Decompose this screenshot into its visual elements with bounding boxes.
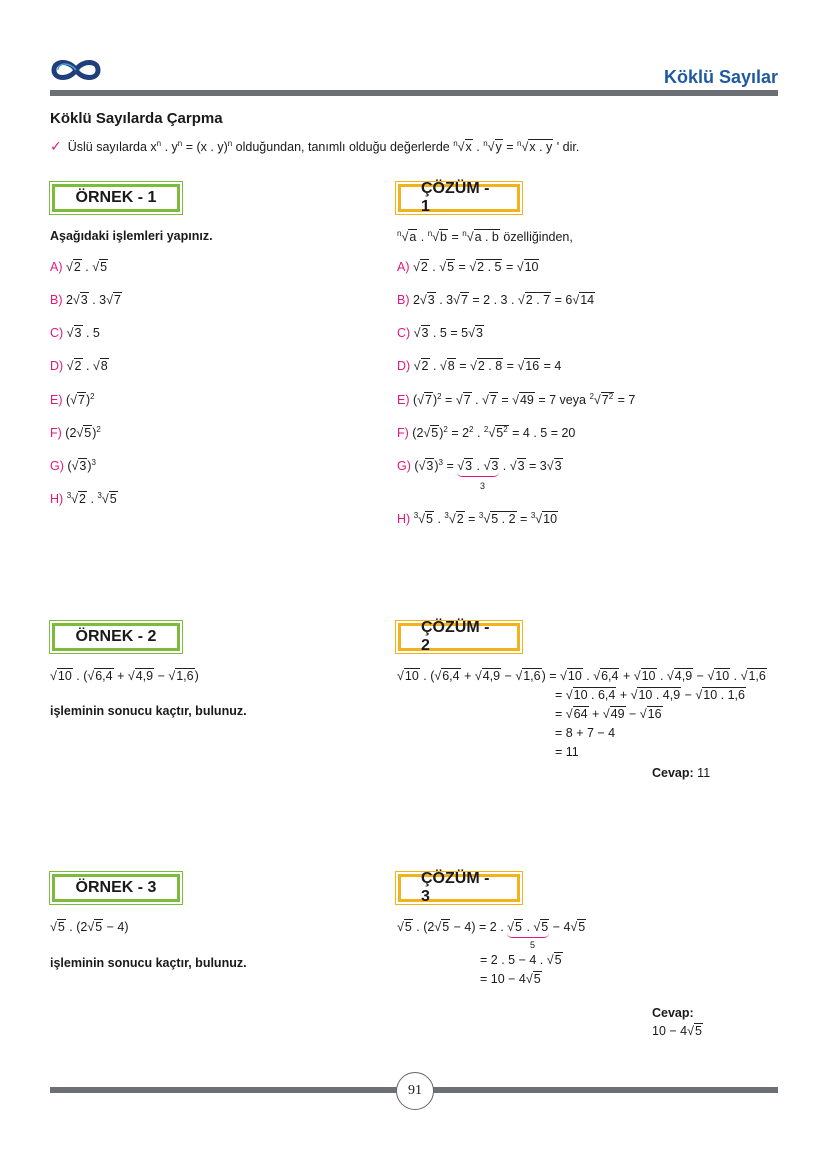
example-3-question: işleminin sonucu kaçtır, bulunuz. xyxy=(50,956,247,970)
example-3-expression: √5 . (2√5 − 4) xyxy=(50,920,129,934)
example-3-box: ÖRNEK - 3 xyxy=(52,874,180,902)
example-1-item-b: B) 2√3 . 3√7 xyxy=(50,293,121,307)
solution-2-step-3: = √64 + √49 − √16 xyxy=(555,707,662,721)
example-1-question: Aşağıdaki işlemleri yapınız. xyxy=(50,229,213,243)
section-title: Köklü Sayılarda Çarpma xyxy=(50,110,223,127)
solution-1-box: ÇÖZÜM - 1 xyxy=(398,184,520,212)
infinity-logo-icon xyxy=(50,56,102,84)
solution-3-answer-value: 10 − 4√5 xyxy=(652,1024,702,1038)
solution-1-item-g-brace-value: 3 xyxy=(480,481,486,491)
page-number: 91 xyxy=(396,1072,434,1110)
solution-1-item-e: E) $(√7)^2 = √7$ . √7 = √49 = 7 veya $^2√7^2 = 7$ xyxy=(397,392,636,408)
solution-1-item-b: B) 2√3 . 3√7 = 2 . 3 . √2 . 7 = 6√14 xyxy=(397,293,595,307)
example-1-item-f: F) $(2√5)^2$ xyxy=(50,425,101,441)
solution-1-item-f: F) $(2√5)^2 = 2^2$ . $^2√5^2 = 4$ . 5 = 20 xyxy=(397,425,576,441)
example-1-item-e: E) $(√7)^2$ xyxy=(50,392,95,408)
solution-1-item-d: D) √2 . √8 = √2 . 8 = √16 = 4 xyxy=(397,359,562,373)
example-1-item-h: H) $^3$√2 . $^3$√5 xyxy=(50,491,117,507)
solution-3-step-1: √5 . (2√5 − 4) = 2 . √5 . √5 − 4√5 xyxy=(397,920,586,934)
example-2-box: ÖRNEK - 2 xyxy=(52,623,180,651)
solution-3-box: ÇÖZÜM - 3 xyxy=(398,874,520,902)
example-1-item-a: A) √2 . √5 xyxy=(50,260,108,274)
solution-3-brace-value: 5 xyxy=(530,940,536,950)
section-intro: ✓ Üslü sayılarda $x^n$ . $y^n = (x$ . y)$^n$ olduğundan, tanımlı olduğu değerlerde $^n$√x . $^n$√y = $^n$√x . y ' dir. xyxy=(50,138,580,154)
chapter-title: Köklü Sayılar xyxy=(663,67,778,87)
example-2-expression: √10 . (√6,4 + √4,9 − √1,6) xyxy=(50,669,199,683)
solution-1-item-a: A) √2 . √5 = √2 . 5 = √10 xyxy=(397,260,539,274)
solution-3-step-3: = 10 − 4√5 xyxy=(480,972,541,986)
solution-2-step-1: √10 . (√6,4 + √4,9 − √1,6) = √10 . √6,4 + √10 . √4,9 − √10 . √1,6 xyxy=(397,669,766,683)
solution-2-answer: Cevap: 11 xyxy=(652,766,711,780)
solution-2-step-5: = 11 xyxy=(555,745,579,759)
solution-1-rule: $^n$√a . $^n$√b = $^n$√a . b özelliğinden, xyxy=(397,229,573,245)
example-1-box: ÖRNEK - 1 xyxy=(52,184,180,212)
solution-1-item-h: H) $^3$√5 . $^3$√2 = $^3$√5 . 2 = $^3$√10 xyxy=(397,511,558,527)
header-divider xyxy=(50,90,778,96)
solution-2-step-4: = 8 + 7 − 4 xyxy=(555,726,616,740)
solution-1-item-c: C) √3 . 5 = 5√3 xyxy=(397,326,483,340)
solution-3-answer-label: Cevap: xyxy=(652,1006,694,1020)
example-1-item-d: D) √2 . √8 xyxy=(50,359,108,373)
example-2-question: işleminin sonucu kaçtır, bulunuz. xyxy=(50,704,247,718)
solution-3-step-2: = 2 . 5 − 4 . √5 xyxy=(480,953,562,967)
solution-1-item-g: G) $(√3)^3 = √3$ . √3 . √3 = 3√3 xyxy=(397,458,562,474)
example-1-item-c: C) √3 . 5 xyxy=(50,326,100,340)
checkmark-icon: ✓ xyxy=(50,138,62,154)
example-1-item-g: G) $(√3)^3$ xyxy=(50,458,96,474)
solution-2-box: ÇÖZÜM - 2 xyxy=(398,623,520,651)
solution-2-step-2: = √10 . 6,4 + √10 . 4,9 − √10 . 1,6 xyxy=(555,688,745,702)
